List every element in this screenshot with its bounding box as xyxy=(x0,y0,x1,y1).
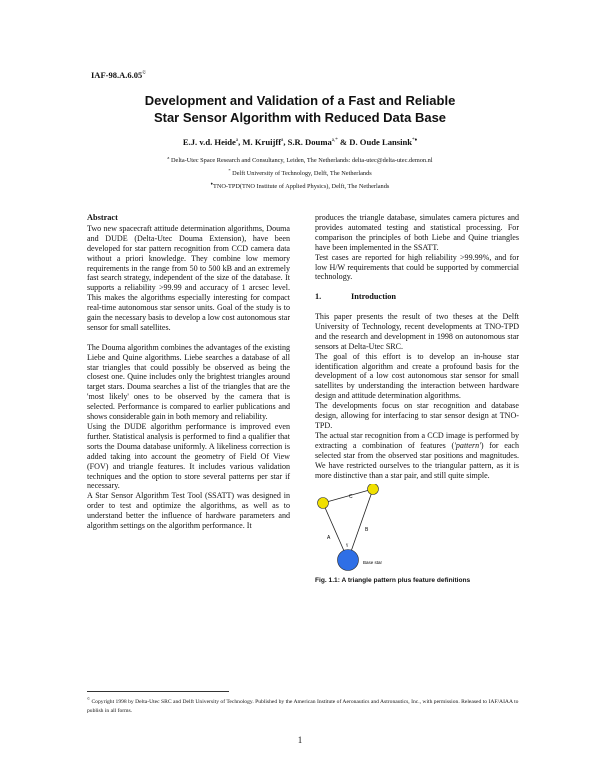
section-heading xyxy=(315,292,519,302)
author: D. Oude Lansink xyxy=(349,137,413,147)
left-column xyxy=(87,213,290,531)
paper-id: IAF-98.A.6.05© xyxy=(91,70,147,80)
intro-paragraph: The developments focus on star recognition and database design, allowing for interfacing to star sensor design at TNO-TPD. xyxy=(315,401,519,430)
affiliation-mark: * xyxy=(228,168,231,173)
intro-paragraph: The goal of this effort is to develop an in-house star identification algorithm and create a profound basis for the development of a low cost autonomous star sensor for small satellites by understanding the interaction between hardware design and attitude determination algorithms. xyxy=(315,351,519,401)
affiliation-mark: ♦ xyxy=(210,181,213,186)
dude-paragraph: Using the DUDE algorithm performance is improved even further. Statistical analysis is performed to find a qualifier that sorts the Douma database uniformly. A likeliness correction is added taking into account the geometry of Field Of View (FOV) and triangle features. It includes various validation techniques and the option to store several patterns per star if necessary. xyxy=(87,422,290,491)
copyright-mark: © xyxy=(142,71,147,77)
label-a: A xyxy=(327,535,331,542)
section-title: Introduction xyxy=(351,292,397,302)
affiliation: * Delft University of Technology, Delft, The Netherlands xyxy=(228,168,372,178)
test-cases-paragraph: Test cases are reported for high reliability >99.99%, and for low H/W requirements that could be supported by commercial technology. xyxy=(315,252,519,282)
label-c: C xyxy=(349,494,353,501)
copyright-footnote: © Copyright 1998 by Delta-Utec SRC and Delft University of Technology. Published by the American Institute of Aeronautics and Astronautics, Inc., with permission. Released to IAF/AIAA to publish in all forms. xyxy=(87,696,519,714)
page-number: 1 xyxy=(297,735,303,745)
footnote-mark: © xyxy=(87,696,91,701)
author-mark: a,* xyxy=(331,138,338,144)
abstract-paragraph: Two new spacecraft attitude determination algorithms, Douma and DUDE (Delta-Utec Douma Extension), have been developed for star pattern recognition from CCD camera data without a priori knowledge. They combine low memory requirements in the range from 50 to 500 kB and an extremely fast search strategy, independent of the size of the database. It supports a reliability >99.99 and accuracy of 1 arcsec level. This makes the algorithms especially interesting for compact real-time autonomous star sensor units. Goal of the study is to gain the necessary basis to develop a low cost autonomous star sensor for small satellites. xyxy=(87,223,290,332)
author-mark: *♦ xyxy=(412,138,418,144)
affiliation: $^a$ Delta-Utec Space Research and Consultancy, Leiden, The Netherlands: delta-utec@delta-utec.demon.nl xyxy=(167,155,433,165)
star-marker xyxy=(318,498,329,509)
ssatt-paragraph: A Star Sensor Algorithm Test Tool (SSATT) was designed in order to test and optimize the algorithms, as well as to understand better the influence of hardware parameters and algorithm settings on the algorithm performance. It xyxy=(87,491,290,531)
author-separator: , xyxy=(283,137,288,147)
douma-paragraph: The Douma algorithm combines the advantages of the existing Liebe and Quine algorithms. Liebe searches a database of all star triangles that could possibly be observed as being the closest one. Quine includes only the brightest triangles around target stars. Douma searches a list of the triangles that are the 'most likely' ones to be observed by the camera that is selected. Performance is compared to earlier publications and shows considerable gain in both memory and reliability. xyxy=(87,342,290,422)
section-number: 1. xyxy=(315,292,322,302)
angle-label: γ xyxy=(346,543,349,549)
author-separator: & xyxy=(337,137,350,147)
title-line-2: Star Sensor Algorithm with Reduced Data Base xyxy=(153,110,447,125)
side-c-line xyxy=(323,489,373,503)
continued-paragraph: produces the triangle database, simulates camera pictures and provides automated testing and statistical processing. For comparison the principles of both Liebe and Quine triangles have been implemented in the SSATT. xyxy=(315,213,519,252)
star-marker xyxy=(368,484,379,495)
affiliation-mark: a xyxy=(167,155,170,160)
figure-caption: Fig. 1.1: A triangle pattern plus feature definitions xyxy=(315,577,471,585)
paper-title xyxy=(60,92,540,126)
title-line-1: Development and Validation of a Fast and Reliable xyxy=(144,93,456,108)
author: E.J. v.d. Heide xyxy=(182,137,236,147)
base-star-label: Base star xyxy=(363,560,383,566)
right-column xyxy=(315,213,519,586)
intro-paragraph: This paper presents the result of two theses at the Delft University of Technology, recent developments at TNO-TPD and the research and development in 1998 on autonomous star sensors at Delta-Utec SRC. xyxy=(315,312,519,351)
triangle-diagram xyxy=(315,484,519,576)
base-star-marker xyxy=(338,550,359,571)
affiliation: ♦TNO-TPD(TNO Institute of Applied Physics), Delft, The Netherlands xyxy=(210,181,390,191)
footnote-rule xyxy=(87,691,229,692)
label-b: B xyxy=(365,527,369,534)
author-mark: a xyxy=(235,138,239,144)
author: M. Kruijff xyxy=(242,137,282,147)
author-mark: a xyxy=(281,138,284,144)
author-list xyxy=(60,137,540,147)
author-separator: , xyxy=(238,137,243,147)
author: S.R. Douma xyxy=(287,137,332,147)
intro-paragraph: The actual star recognition from a CCD image is performed by extracting a combination of features ('pattern') for each selected star from the observed star positions and magnitudes. We have restricted ourselves to the triangular pattern, as it is more distinctive than a star pair, and still quite simple. xyxy=(315,430,519,480)
abstract-heading: Abstract xyxy=(87,213,118,222)
pattern-term: 'pattern' xyxy=(454,440,481,450)
triangle-figure xyxy=(315,484,519,576)
